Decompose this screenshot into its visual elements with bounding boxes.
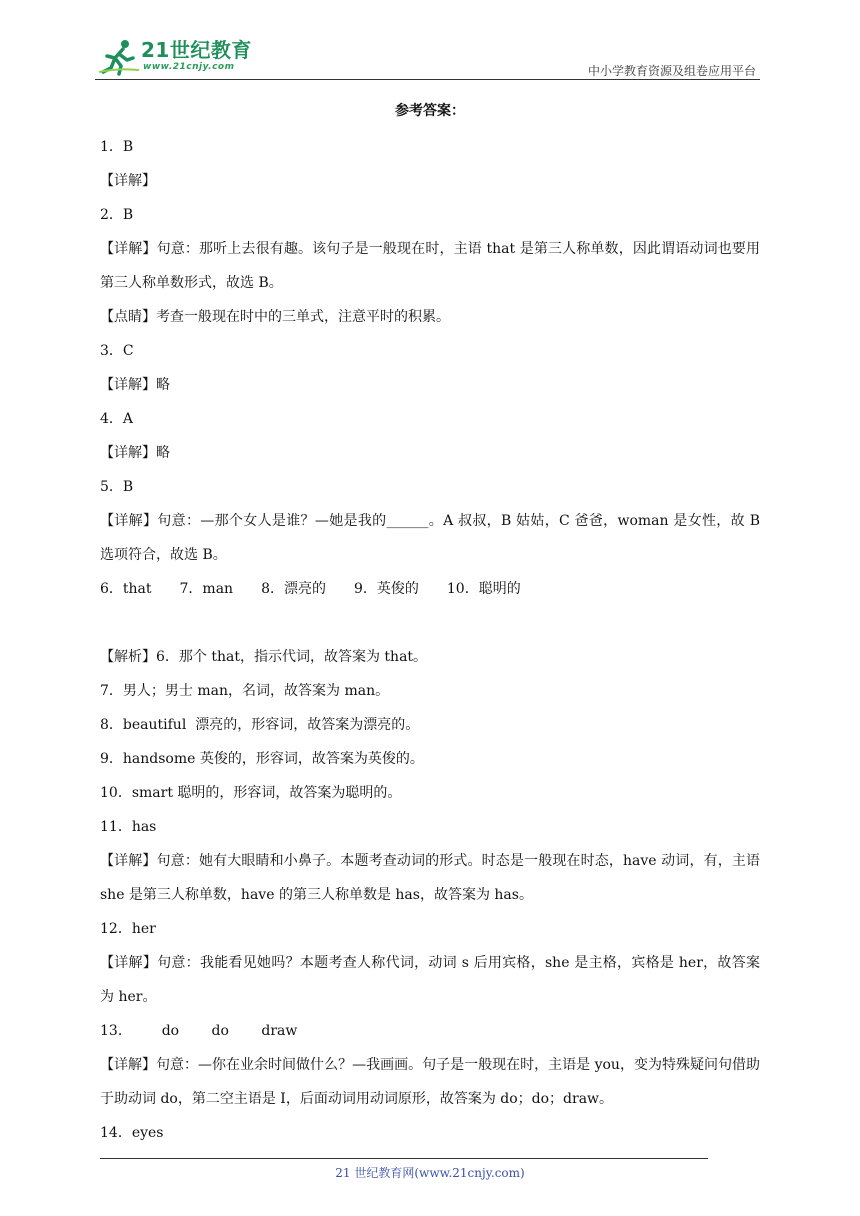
answer-line: 3．C <box>100 343 134 359</box>
answer-line: 1．B <box>100 139 134 155</box>
answer-line: 【详解】 <box>100 173 156 189</box>
answer-line: 13． do do draw <box>100 1023 298 1039</box>
header-divider <box>95 79 760 80</box>
answer-line: 【详解】句意：—那个女人是谁？—她是我的______。A 叔叔，B 姑姑，C 爸爸，woman 是女性，故 B 选项符合，故选 B。 <box>100 513 765 563</box>
answer-line: 7．男人；男士 man，名词，故答案为 man。 <box>100 683 390 699</box>
answer-line: 9．handsome 英俊的，形容词，故答案为英俊的。 <box>100 751 424 767</box>
footer-text: 21 世纪教育网(www.21cnjy.com) <box>335 1166 525 1180</box>
answer-line: 【点睛】考查一般现在时中的三单式，注意平时的积累。 <box>100 309 450 325</box>
answer-lines <box>100 130 765 1150</box>
answer-content <box>100 96 765 1150</box>
answer-line: 5．B <box>100 479 134 495</box>
platform-name: 中小学教育资源及组卷应用平台 <box>587 64 756 78</box>
answer-line: 2．B <box>100 207 134 223</box>
page-header <box>95 34 760 80</box>
answer-line: 【详解】略 <box>100 445 170 461</box>
answer-line: 4．A <box>100 411 134 427</box>
answer-line: 11．has <box>100 819 157 835</box>
answer-line: 【解析】6．那个 that，指示代词，故答案为 that。 <box>100 649 428 665</box>
logo-url: www.21cnjy.com <box>143 62 235 72</box>
logo-text: 21世纪教育 <box>141 38 252 62</box>
logo <box>95 34 265 80</box>
answer-line: 【详解】句意：那听上去很有趣。该句子是一般现在时，主语 that 是第三人称单数，因此谓语动词也要用第三人称单数形式，故选 B。 <box>100 241 760 291</box>
answer-line <box>100 606 760 640</box>
answer-line: 【详解】句意：她有大眼睛和小鼻子。本题考查动词的形式。时态是一般现在时态，have 动词，有，主语 she 是第三人称单数，have 的第三人称单数是 has，故答案为 has。 <box>100 853 765 903</box>
runner-logo-icon <box>97 38 141 76</box>
answer-line: 【详解】略 <box>100 377 170 393</box>
page-title: 参考答案： <box>395 103 465 119</box>
answer-line: 14．eyes <box>100 1125 164 1141</box>
answer-line: 6．that 7．man 8．漂亮的 9．英俊的 10．聪明的 <box>100 581 521 597</box>
footer-divider <box>100 1158 708 1159</box>
answer-line: 10．smart 聪明的，形容词，故答案为聪明的。 <box>100 785 402 801</box>
answer-line: 【详解】句意：—你在业余时间做什么？—我画画。句子是一般现在时，主语是 you，变为特殊疑问句借助于助动词 do，第二空主语是 I，后面动词用动词原形，故答案为 do；do；draw。 <box>100 1057 760 1107</box>
answer-line: 8．beautiful 漂亮的，形容词，故答案为漂亮的。 <box>100 717 420 733</box>
answer-line: 【详解】句意：我能看见她吗？本题考查人称代词，动词 s 后用宾格，she 是主格，宾格是 her，故答案为 her。 <box>100 955 760 1005</box>
answer-line: 12．her <box>100 921 156 937</box>
